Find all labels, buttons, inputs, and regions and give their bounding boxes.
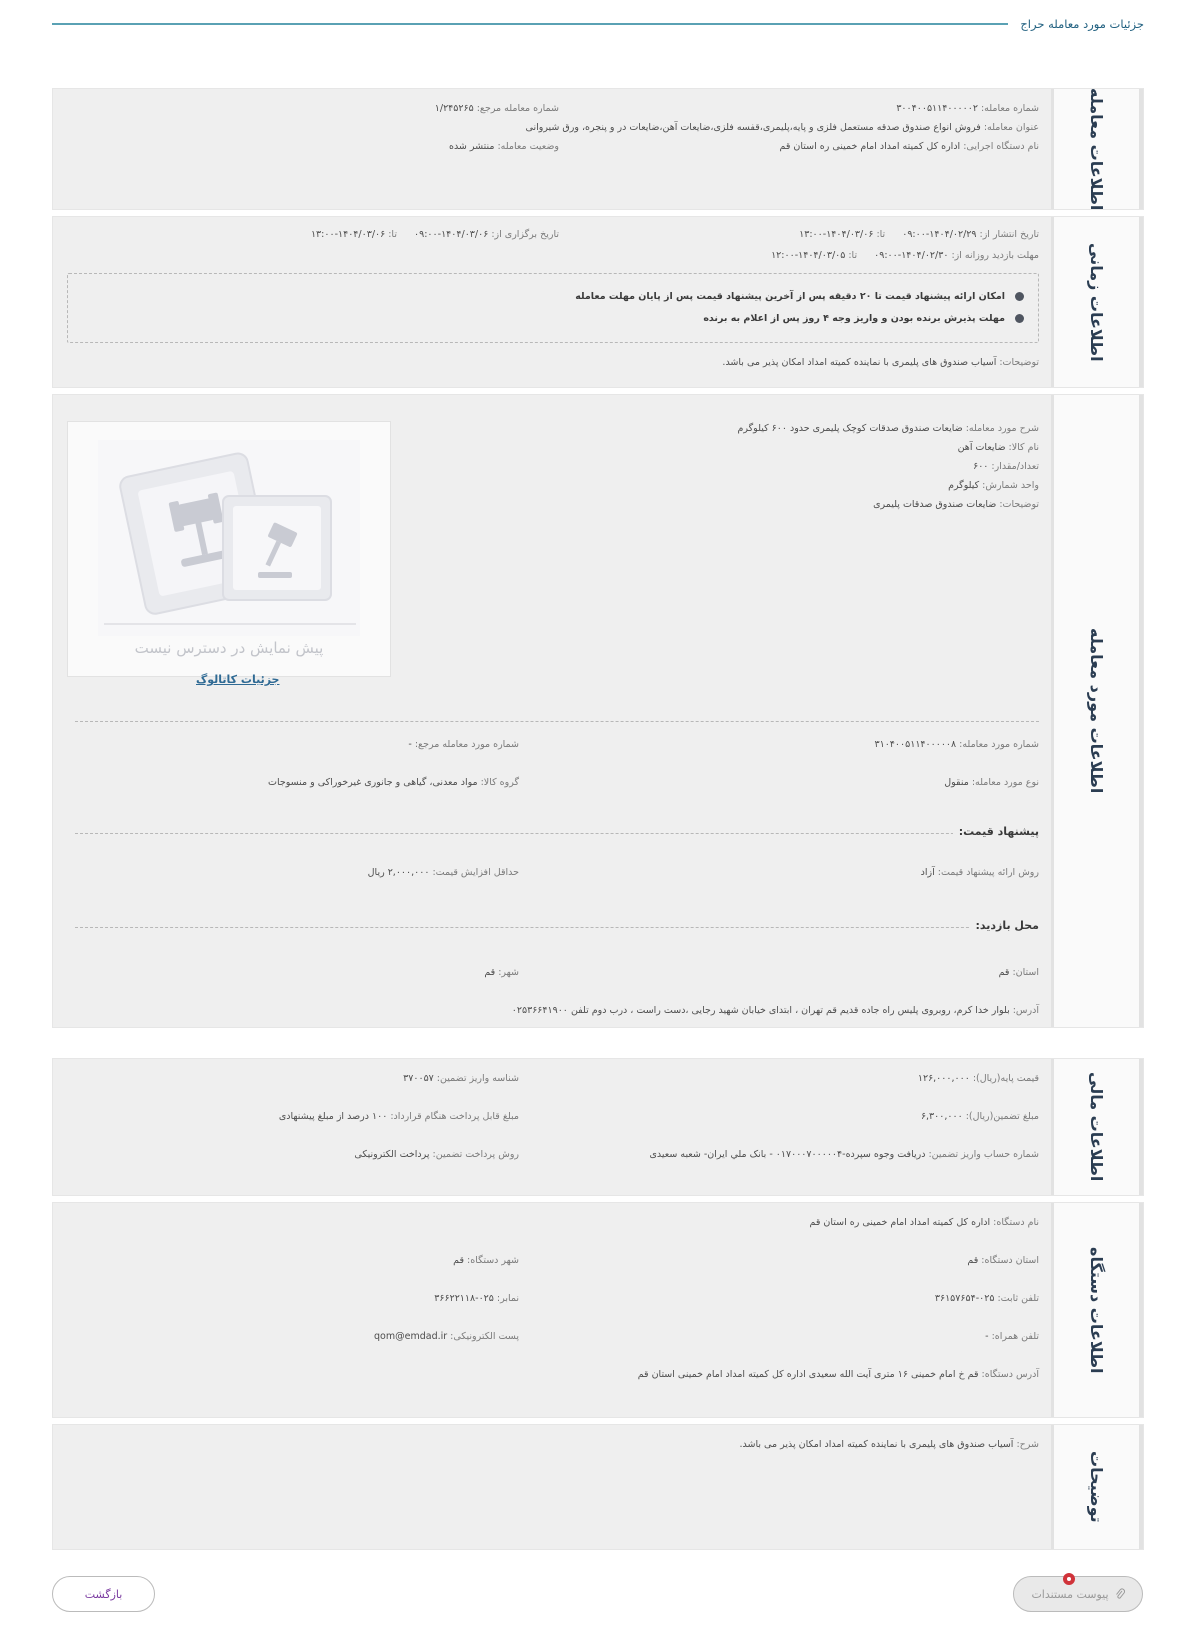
org-email-field: پست الکترونیکی:qom@emdad.ir	[374, 1331, 519, 1342]
city-field: شهر:قم	[484, 967, 519, 978]
guarantee-account-field: شماره حساب واریز تضمین:دریافت وجوه سپرده-۰۱۷۰۰۰۷۰۰۰۰۰۴ - بانک ملي ايران- شعبه سعيدی	[649, 1149, 1039, 1160]
gavel-placeholder-icon	[68, 422, 390, 676]
org-city-field: شهر دستگاه:قم	[453, 1255, 519, 1266]
image-preview	[67, 421, 391, 677]
item-description-field: شرح مورد معامله:ضایعات صندوق صدقات کوچک پلیمری حدود ۶۰۰ کیلوگرم	[737, 423, 1039, 434]
visit-address-field: آدرس:بلوار خدا کرم، روبروی پلیس راه جاده قدیم قم تهران ، ابتدای خیابان شهید رجایی ،دست راست ، درب دوم تلفن ۰۲۵۳۶۶۴۱۹۰۰	[511, 1005, 1039, 1016]
section-label-deal-info: اطلاعات معامله	[1051, 89, 1143, 209]
section-deal-info	[52, 88, 1144, 210]
divider	[75, 927, 1039, 928]
org-mobile-field: تلفن همراه:-	[985, 1331, 1039, 1342]
min-increase-field: حداقل افزایش قیمت:۲,۰۰۰,۰۰۰ ریال	[367, 867, 519, 878]
catalog-details-link[interactable]: جزئیات کاتالوگ	[196, 673, 280, 686]
status-field: وضعیت معامله:منتشر شده	[448, 141, 559, 152]
payment-method-field: روش پرداخت تضمین:پرداخت الکترونیکی	[354, 1149, 519, 1160]
conditions-box	[67, 273, 1039, 343]
divider	[75, 721, 1039, 722]
executor-field: نام دستگاه اجرایی:اداره کل کمیته امداد امام خمینی ره استان قم	[779, 141, 1039, 152]
org-phone-field: تلفن ثابت:۰۲۵-۳۶۱۵۷۶۵۴	[934, 1293, 1039, 1304]
publish-date-field: تاریخ انتشار از:۱۴۰۴/۰۲/۲۹-۰۹:۰۰ تا:۱۴۰۴/۰۳/۰۶-۱۳:۰۰	[799, 229, 1039, 240]
bullet-icon	[1015, 314, 1024, 323]
ref-item-number-field: شماره مورد معامله مرجع:-	[408, 739, 519, 750]
org-fax-field: نمابر:۰۲۵-۳۶۶۲۲۱۱۸	[434, 1293, 519, 1304]
header-divider	[52, 23, 1008, 25]
back-button[interactable]: بازگشت	[52, 1576, 155, 1612]
quantity-field: تعداد/مقدار:۶۰۰	[973, 461, 1039, 472]
price-offer-heading: پیشنهاد قیمت:	[953, 825, 1039, 838]
contract-payment-field: مبلغ قابل پرداخت هنگام قرارداد:۱۰۰ درصد از مبلغ پیشنهادی	[278, 1111, 519, 1122]
section-org-info	[52, 1202, 1144, 1418]
goods-group-field: گروه کالا:مواد معدنی، گیاهی و جانوری غیرخوراکی و منسوجات	[268, 777, 519, 788]
deal-title-field: عنوان معامله:فروش انواع صندوق صدقه مستعمل فلزی و پایه،پلیمری،قفسه فلزی،ضایعات آهن،ضایعات در و پنجره، ورق شیروانی	[525, 122, 1039, 133]
visit-place-heading: محل بازدید:	[969, 919, 1039, 932]
base-price-field: قیمت پایه(ریال):۱۲۶,۰۰۰,۰۰۰	[917, 1073, 1039, 1084]
section-label-description: توضیحات	[1051, 1425, 1143, 1549]
attachments-badge	[1063, 1573, 1075, 1585]
paperclip-icon	[1115, 1588, 1125, 1600]
offer-method-field: روش ارائه پیشنهاد قیمت:آزاد	[920, 867, 1039, 878]
org-address-field: آدرس دستگاه:قم خ امام خمینی ۱۶ متری آیت الله سعیدی اداره کل کمیته امداد امام خمینی استان قم	[637, 1369, 1039, 1380]
section-description	[52, 1424, 1144, 1550]
attachments-button[interactable]	[1013, 1576, 1143, 1612]
guarantee-amount-field: مبلغ تضمین(ریال):۶,۳۰۰,۰۰۰	[920, 1111, 1039, 1122]
visit-period-field: مهلت بازدید روزانه از:۱۴۰۴/۰۲/۳۰-۰۹:۰۰ تا:۱۴۰۴/۰۳/۰۵-۱۲:۰۰	[771, 250, 1039, 261]
condition-item: مهلت پذیرش برنده بودن و واریز وجه ۴ روز پس از اعلام به برنده	[703, 313, 1024, 324]
time-description-field: توضیحات:آسیاب صندوق های پلیمری با نماینده کمیته امداد امکان پذیر می باشد.	[722, 357, 1039, 368]
goods-name-field: نام کالا:ضایعات آهن	[957, 442, 1039, 453]
section-item-info	[52, 394, 1144, 1028]
page-title: جزئیات مورد معامله حراج	[1020, 17, 1144, 31]
section-label-org-info: اطلاعات دستگاه	[1051, 1203, 1143, 1417]
province-field: استان:قم	[998, 967, 1039, 978]
org-name-field: نام دستگاه:اداره کل کمیته امداد امام خمینی ره استان قم	[809, 1217, 1039, 1228]
guarantee-id-field: شناسه واریز تضمین:۳۷۰۰۵۷	[403, 1073, 519, 1084]
divider	[75, 833, 1039, 834]
hold-date-field: تاریخ برگزاری از:۱۴۰۴/۰۳/۰۶-۰۹:۰۰ تا:۱۴۰۴/۰۳/۰۶-۱۳:۰۰	[310, 229, 559, 240]
section-label-item-info: اطلاعات مورد معامله	[1051, 395, 1143, 1027]
section-label-financial-info: اطلاعات مالی	[1051, 1059, 1143, 1195]
condition-item: امکان ارائه پیشنهاد قیمت تا ۲۰ دقیقه پس از آخرین پیشنهاد قیمت پس از پایان مهلت معامله	[575, 291, 1024, 302]
org-province-field: استان دستگاه:قم	[967, 1255, 1039, 1266]
deal-number-field: شماره معامله:۳۰۰۴۰۰۵۱۱۴۰۰۰۰۰۲	[896, 103, 1039, 114]
preview-unavailable-text: پیش نمایش در دسترس نیست	[134, 639, 324, 657]
item-type-field: نوع مورد معامله:منقول	[944, 777, 1039, 788]
section-financial-info	[52, 1058, 1144, 1196]
page-header	[52, 14, 1144, 34]
bullet-icon	[1015, 292, 1024, 301]
section-time-info	[52, 216, 1144, 388]
section-label-time-info: اطلاعات زمانی	[1051, 217, 1143, 387]
item-notes-field: توضیحات:ضایعات صندوق صدقات پلیمری	[873, 499, 1039, 510]
description-field: شرح:آسیاب صندوق های پلیمری با نماینده کمیته امداد امکان پذیر می باشد.	[739, 1439, 1039, 1450]
ref-number-field: شماره معامله مرجع:۱/۲۴۵۲۶۵	[434, 103, 559, 114]
attachments-label: پیوست مستندات	[1031, 1587, 1109, 1601]
item-number-field: شماره مورد معامله:۳۱۰۴۰۰۵۱۱۴۰۰۰۰۰۸	[874, 739, 1039, 750]
unit-field: واحد شمارش:کیلوگرم	[948, 480, 1039, 491]
